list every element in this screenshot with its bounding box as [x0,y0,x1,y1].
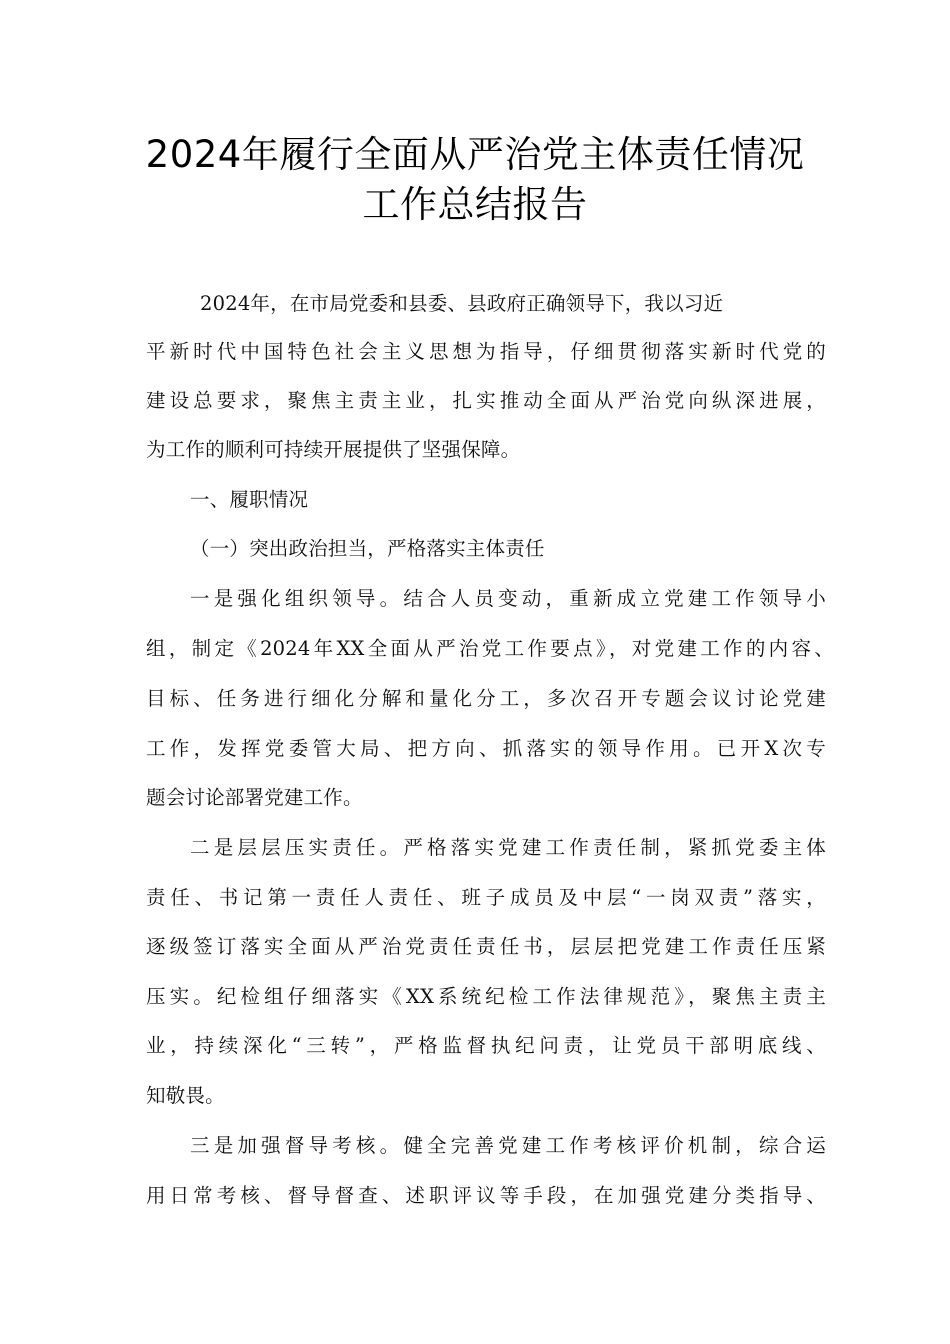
body-line: 逐级签订落实全面从严治党责任责任书，层层把党建工作责任压紧 [146,935,826,958]
body-line: 三是加强督导考核。健全完善党建工作考核评价机制，综合运 [190,1134,826,1157]
body-line: 平新时代中国特色社会主义思想为指导，仔细贯彻落实新时代党的 [146,340,826,363]
body-line: 2024年，在市局党委和县委、县政府正确领导下，我以习近 [200,292,724,315]
body-line: 建设总要求，聚焦主责主业，扎实推动全面从严治党向纵深进展， [146,389,826,412]
document-title-line-2: 工作总结报告 [362,183,588,226]
body-line: 为工作的顺利可持续开展提供了坚强保障。 [146,438,521,461]
body-line: 业，持续深化“三转”，严格监督执纪问责，让党员干部明底线、 [146,1034,826,1057]
body-line: 二是层层压实责任。严格落实党建工作责任制，紧抓党委主体 [190,836,826,859]
body-line: 目标、任务进行细化分解和量化分工，多次召开专题会议讨论党建 [146,687,826,710]
document-title-line-1: 2024年履行全面从严治党主体责任情况 [145,133,805,176]
body-line: 组，制定《2024年XX全面从严治党工作要点》，对党建工作的内容、 [146,637,834,660]
body-line: 工作，发挥党委管大局、把方向、抓落实的领导作用。已开X次专 [146,737,826,760]
body-line: 压实。纪检组仔细落实《XX系统纪检工作法律规范》，聚焦主责主 [146,985,826,1008]
body-line: 责任、书记第一责任人责任、班子成员及中层“一岗双责”落实， [146,886,826,909]
body-line: 题会讨论部署党建工作。 [146,786,363,809]
section-heading: 一、履职情况 [190,488,309,511]
subsection-heading: （一）突出政治担当，严格落实主体责任 [190,537,545,560]
body-line: 一是强化组织领导。结合人员变动，重新成立党建工作领导小 [190,587,826,610]
body-line: 知敬畏。 [146,1084,225,1107]
body-line: 用日常考核、督导督查、述职评议等手段，在加强党建分类指导、 [146,1184,826,1207]
